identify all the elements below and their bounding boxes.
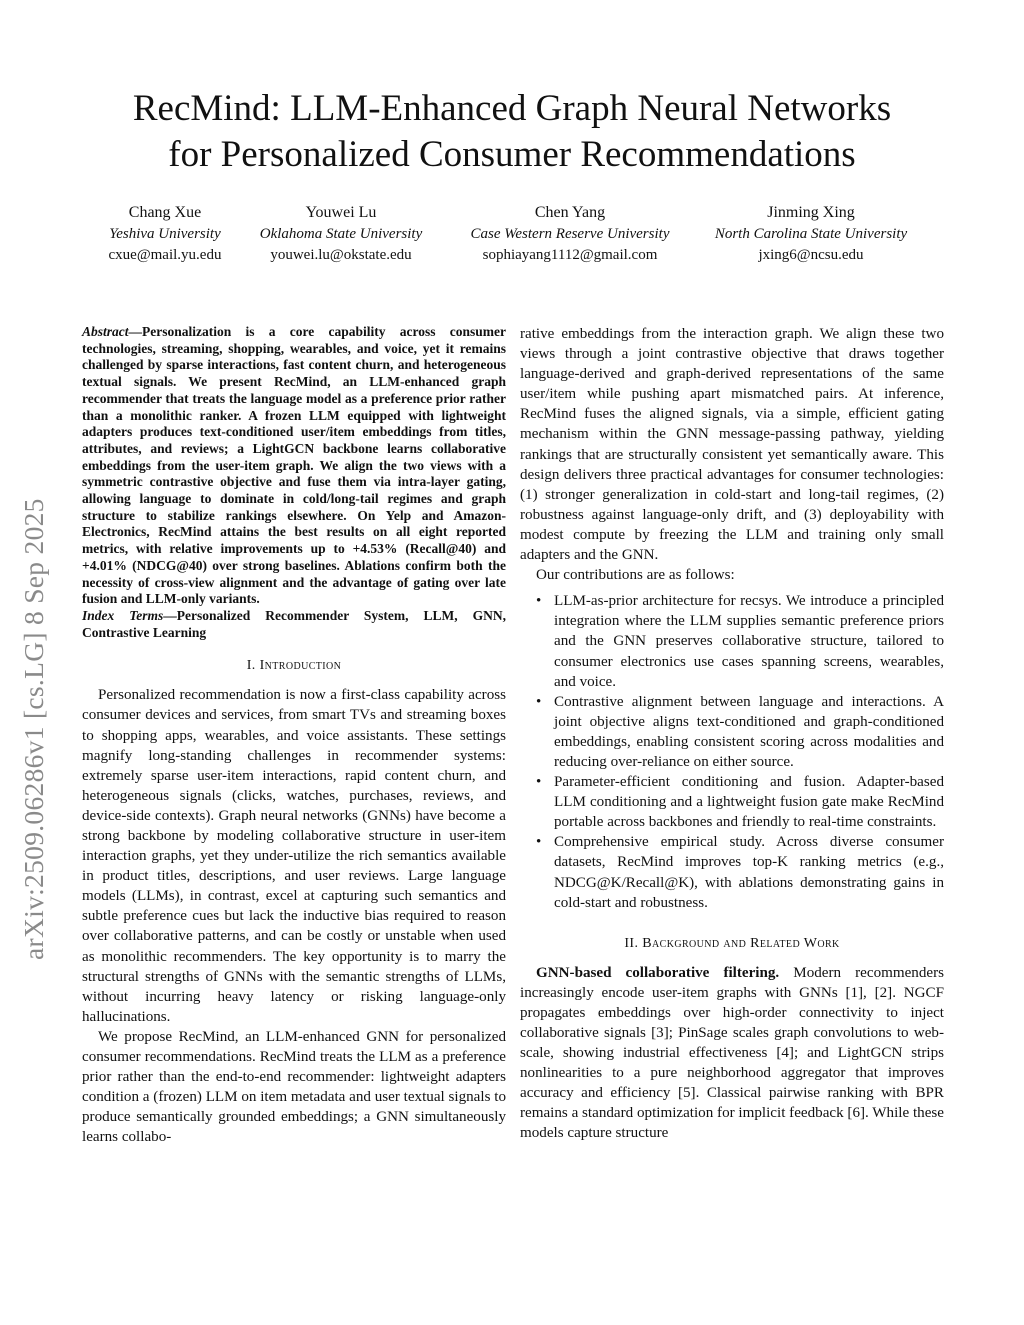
author-4 bbox=[700, 202, 922, 266]
abstract-text: —Personalization is a core capability across consumer technologies, streaming, shopping, wearables, and voice, yet it remains challenged by sparse interactions, fast content churn, and heterogeneous textual signals. We present RecMind, an LLM-enhanced graph recommender that treats the language model as a preference prior rather than a monolithic ranker. A frozen LLM equipped with lightweight adapters produces text-conditioned user/item embeddings from titles, attributes, and reviews; a LightGCN backbone learns collaborative embeddings from the user-item graph. We align the two views with a symmetric contrastive objective and fuse them via intra-layer gating, allowing language to dominate in cold/long-tail regimes and graph structure to stabilize rankings elsewhere. On Yelp and Amazon-Electronics, RecMind attains the best results on all eight reported metrics, with relative improvements up to +4.53% (Recall@40) and +4.01% (NDCG@40) over strong baselines. Ablations confirm both the necessity of cross-view alignment and the advantage of gating over late fusion and LLM-only variants. bbox=[82, 324, 506, 607]
abstract-lead: Abstract bbox=[82, 324, 129, 339]
index-terms-text: —Personalized Recommender System, LLM, GNN, Contrastive Learning bbox=[82, 607, 507, 640]
index-terms-lead: Index Terms bbox=[82, 607, 164, 623]
author-affiliation: Oklahoma State University bbox=[259, 226, 423, 242]
author-email: youwei.lu@okstate.edu bbox=[270, 247, 412, 263]
section-number: I. bbox=[246, 658, 256, 674]
contributions-list bbox=[520, 591, 944, 913]
author-name: Jinming Xing bbox=[767, 204, 855, 221]
author-affiliation: Yeshiva University bbox=[109, 226, 221, 242]
left-column bbox=[82, 324, 506, 1148]
paragraph-text: Modern recommenders increasingly encode user-item graphs with GNNs [1], [2]. NGCF propagates embeddings over high-order connectivity to inject collaborative signals [3]; PinSage scales graph convolutions to web-scale, showing industrial effectiveness [4]; and LightGCN strips nonlinearities to a pure neighborhood aggregator that improves accuracy and efficiency [5]. Classical pairwise ranking with BPR remains a standard optimization for implicit feedback [6]. While these models capture structure bbox=[520, 964, 944, 1142]
list-item: • Contrastive alignment between language and interactions. A joint objective aligns text-conditioned and graph-conditioned embeddings, enabling consistent scoring across modalities and reducing over-reliance on either source. bbox=[520, 692, 944, 772]
author-affiliation: Case Western Reserve University bbox=[470, 226, 670, 242]
list-item: • Parameter-efficient conditioning and fusion. Adapter-based LLM conditioning and a lightweight fusion gate make RecMind portable across backbones and friendly to real-time constraints. bbox=[520, 772, 944, 832]
author-3 bbox=[456, 202, 684, 266]
intro-paragraph-1: Personalized recommendation is now a first-class capability across consumer devices and services, from smart TVs and streaming boxes to shopping apps, wearables, and voice assistants. These settings magnify long-standing challenges in recommender systems: extremely sparse user-item interactions, rapid content churn, and heterogeneous signals (clicks, watches, purchases, reviews, and device-side contexts). Graph neural networks (GNNs) have become a strong backbone by modeling collaborative structure in user-item interaction graphs, yet they under-utilize the rich semantics available in product titles, descriptions, and user reviews. Large language models (LLMs), in contrast, excel at capturing such semantics and subtle preference cues but lack the inductive bias required to reason over collaborative patterns, and can be costly or unstable when used as monolithic recommenders. The key opportunity is to marry the structural strengths of GNNs with the semantic strengths of LLMs, without incurring heavy latency or risking language-only hallucinations. bbox=[82, 687, 506, 1025]
section-number: II. bbox=[624, 935, 639, 951]
section-title: Introduction bbox=[259, 658, 342, 674]
list-item: • Comprehensive empirical study. Across diverse consumer datasets, RecMind improves top-K ranking metrics (e.g., NDCG@K/Recall@K), with ablations demonstrating gains in cold-start and robustness. bbox=[520, 832, 944, 912]
background-paragraph-1 bbox=[520, 963, 944, 1144]
index-terms bbox=[82, 608, 506, 641]
title-line-2: for Personalized Consumer Recommendations bbox=[168, 134, 856, 175]
list-item: • LLM-as-prior architecture for recsys. We introduce a principled integration where the LLM supplies semantic preference priors and the GNN preserves collaborative structure, tailored to consumer electronics use cases spanning screens, wearables, and voice. bbox=[520, 591, 944, 691]
paragraph-heading: GNN-based collaborative filtering. bbox=[536, 964, 780, 981]
author-name: Chang Xue bbox=[128, 204, 202, 221]
author-email: jxing6@ncsu.edu bbox=[758, 247, 864, 263]
right-column bbox=[520, 324, 944, 1144]
intro-paragraph-2: We propose RecMind, an LLM-enhanced GNN for personalized consumer recommendations. RecMind treats the LLM as a preference prior rather than the end-to-end recommender: lightweight adapters condition a (frozen) LLM on item metadata and user textual signals to produce semantically grounded embeddings; a GNN simultaneously learns collabo- bbox=[82, 1028, 506, 1146]
author-name: Youwei Lu bbox=[305, 204, 377, 221]
author-1 bbox=[82, 202, 248, 266]
section-heading-background bbox=[520, 935, 944, 953]
author-email: cxue@mail.yu.edu bbox=[108, 247, 222, 263]
arxiv-side-stamp: arXiv:2509.06286v1 [cs.LG] 8 Sep 2025 bbox=[18, 498, 49, 960]
author-2 bbox=[250, 202, 432, 266]
contributions-intro: Our contributions are as follows: bbox=[536, 567, 735, 584]
section-title: Background and Related Work bbox=[642, 935, 840, 951]
author-name: Chen Yang bbox=[534, 204, 606, 221]
paper-title bbox=[70, 86, 954, 178]
abstract bbox=[82, 324, 506, 608]
author-affiliation: North Carolina State University bbox=[714, 226, 908, 242]
section-heading-introduction bbox=[82, 657, 506, 675]
title-line-1: RecMind: LLM-Enhanced Graph Neural Networks bbox=[132, 88, 892, 129]
author-email: sophiayang1112@gmail.com bbox=[482, 247, 658, 263]
intro-paragraph-2-continued: rative embeddings from the interaction graph. We align these two views through a joint contrastive objective that draws together language-derived and graph-derived representations of the same user/item while pushing apart mismatched pairs. At inference, RecMind fuses the aligned signals, via a simple, efficient gating mechanism within the GNN message-passing pathway, yielding rankings that are structurally consistent yet semantically aware. This design delivers three practical advantages for consumer technologies: (1) stronger generalization in cold-start and long-tail regimes, (2) robustness against language-only drift, and (3) deployability with modest compute by freezing the LLM and training only small adapters and the GNN. bbox=[520, 326, 944, 564]
